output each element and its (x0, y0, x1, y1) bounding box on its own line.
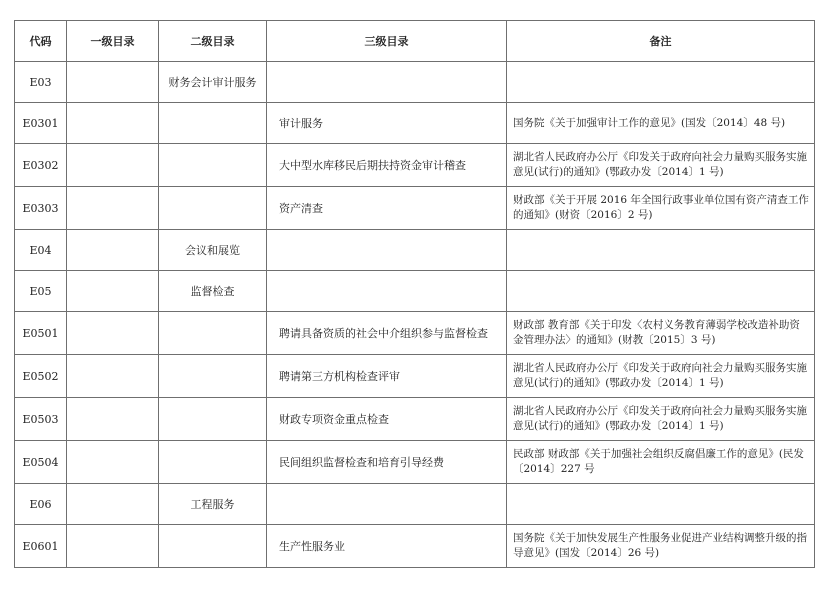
table-row (15, 271, 815, 312)
header-code: 代码 (15, 21, 67, 62)
level2-cell (159, 187, 267, 230)
table-row (15, 103, 815, 144)
code-cell: E0502 (15, 355, 67, 398)
level3-cell: 聘请具备资质的社会中介组织参与监督检查 (267, 312, 507, 355)
level3-cell: 民间组织监督检查和培育引导经费 (267, 441, 507, 484)
code-cell: E06 (15, 484, 67, 525)
level3-cell: 大中型水库移民后期扶持资金审计稽查 (267, 144, 507, 187)
level1-cell (67, 441, 159, 484)
level1-cell (67, 525, 159, 568)
level1-cell (67, 62, 159, 103)
table-row (15, 355, 815, 398)
level2-cell: 工程服务 (159, 484, 267, 525)
code-cell: E0504 (15, 441, 67, 484)
note-cell: 湖北省人民政府办公厅《印发关于政府向社会力量购买服务实施意见(试行)的通知》(鄂政办发〔2014〕1 号) (507, 398, 815, 441)
level2-cell (159, 103, 267, 144)
level3-cell (267, 271, 507, 312)
header-level3: 三级目录 (267, 21, 507, 62)
level3-cell (267, 62, 507, 103)
header-row (15, 21, 815, 62)
level1-cell (67, 271, 159, 312)
code-cell: E05 (15, 271, 67, 312)
code-cell: E0501 (15, 312, 67, 355)
note-cell: 财政部《关于开展 2016 年全国行政事业单位国有资产清查工作的通知》(财资〔2016〕2 号) (507, 187, 815, 230)
code-cell: E04 (15, 230, 67, 271)
header-level1: 一级目录 (67, 21, 159, 62)
code-cell: E0302 (15, 144, 67, 187)
table-row (15, 62, 815, 103)
level2-cell (159, 441, 267, 484)
level3-cell: 审计服务 (267, 103, 507, 144)
level2-cell: 财务会计审计服务 (159, 62, 267, 103)
table-row (15, 441, 815, 484)
table-row (15, 484, 815, 525)
code-cell: E03 (15, 62, 67, 103)
level2-cell (159, 355, 267, 398)
level1-cell (67, 187, 159, 230)
note-cell (507, 484, 815, 525)
table-row (15, 525, 815, 568)
code-cell: E0503 (15, 398, 67, 441)
note-cell: 湖北省人民政府办公厅《印发关于政府向社会力量购买服务实施意见(试行)的通知》(鄂政办发〔2014〕1 号) (507, 144, 815, 187)
level3-cell: 财政专项资金重点检查 (267, 398, 507, 441)
level2-cell (159, 144, 267, 187)
level3-cell: 资产清查 (267, 187, 507, 230)
code-cell: E0303 (15, 187, 67, 230)
catalog-table (14, 20, 815, 568)
level1-cell (67, 398, 159, 441)
table-row (15, 230, 815, 271)
level1-cell (67, 312, 159, 355)
level2-cell: 监督检查 (159, 271, 267, 312)
header-note: 备注 (507, 21, 815, 62)
code-cell: E0301 (15, 103, 67, 144)
level2-cell: 会议和展览 (159, 230, 267, 271)
note-cell: 国务院《关于加强审计工作的意见》(国发〔2014〕48 号) (507, 103, 815, 144)
level2-cell (159, 398, 267, 441)
table-row (15, 398, 815, 441)
level1-cell (67, 355, 159, 398)
table-row (15, 187, 815, 230)
level3-cell: 生产性服务业 (267, 525, 507, 568)
note-cell (507, 62, 815, 103)
note-cell: 民政部 财政部《关于加强社会组织反腐倡廉工作的意见》(民发〔2014〕227 号 (507, 441, 815, 484)
note-cell: 湖北省人民政府办公厅《印发关于政府向社会力量购买服务实施意见(试行)的通知》(鄂政办发〔2014〕1 号) (507, 355, 815, 398)
level2-cell (159, 525, 267, 568)
level1-cell (67, 484, 159, 525)
note-cell: 国务院《关于加快发展生产性服务业促进产业结构调整升级的指导意见》(国发〔2014〕26 号) (507, 525, 815, 568)
level1-cell (67, 144, 159, 187)
table-row (15, 144, 815, 187)
level3-cell (267, 484, 507, 525)
note-cell: 财政部 教育部《关于印发〈农村义务教育薄弱学校改造补助资金管理办法〉的通知》(财教〔2015〕3 号) (507, 312, 815, 355)
level1-cell (67, 230, 159, 271)
level3-cell (267, 230, 507, 271)
level2-cell (159, 312, 267, 355)
header-level2: 二级目录 (159, 21, 267, 62)
note-cell (507, 271, 815, 312)
code-cell: E0601 (15, 525, 67, 568)
document-page (14, 20, 814, 568)
table-row (15, 312, 815, 355)
level1-cell (67, 103, 159, 144)
level3-cell: 聘请第三方机构检查评审 (267, 355, 507, 398)
note-cell (507, 230, 815, 271)
